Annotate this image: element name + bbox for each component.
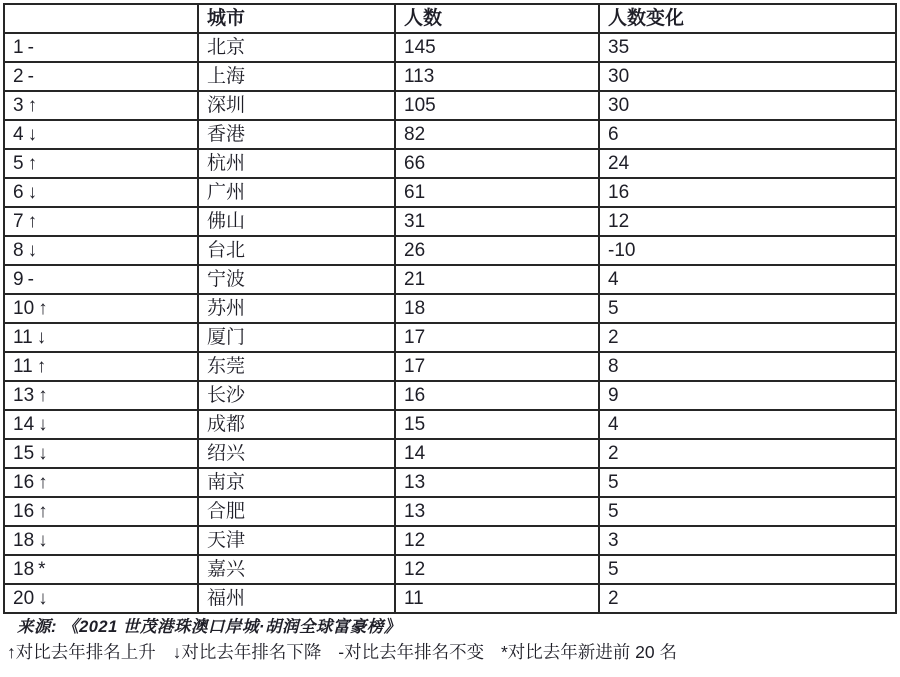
rank-value: 4 — [13, 124, 24, 145]
change-cell: 2 — [599, 323, 896, 352]
rank-value: 9 — [13, 269, 24, 290]
table-row — [4, 323, 896, 352]
table-header — [4, 4, 896, 33]
count-cell: 13 — [395, 497, 599, 526]
count-cell: 18 — [395, 294, 599, 323]
rank-cell — [4, 207, 198, 236]
rank-cell — [4, 468, 198, 497]
city-cell: 台北 — [198, 236, 395, 265]
city-rank-table — [3, 3, 897, 614]
city-cell: 北京 — [198, 33, 395, 62]
city-cell: 杭州 — [198, 149, 395, 178]
trend-up-icon: ↑ — [38, 298, 48, 319]
city-cell: 佛山 — [198, 207, 395, 236]
table-row — [4, 33, 896, 62]
table-body — [4, 33, 896, 613]
legend-note — [7, 639, 900, 665]
trend-up-icon: ↑ — [38, 385, 48, 406]
rank-value: 16 — [13, 472, 35, 493]
rank-cell — [4, 91, 198, 120]
table-row — [4, 178, 896, 207]
rank-cell — [4, 410, 198, 439]
rank-cell — [4, 294, 198, 323]
rank-cell — [4, 33, 198, 62]
city-cell: 福州 — [198, 584, 395, 613]
city-cell: 天津 — [198, 526, 395, 555]
count-cell: 17 — [395, 323, 599, 352]
rank-cell — [4, 265, 198, 294]
rank-cell — [4, 178, 198, 207]
rank-cell — [4, 323, 198, 352]
count-cell: 16 — [395, 381, 599, 410]
city-cell: 深圳 — [198, 91, 395, 120]
table-row — [4, 439, 896, 468]
change-cell: 3 — [599, 526, 896, 555]
city-cell: 香港 — [198, 120, 395, 149]
count-cell: 113 — [395, 62, 599, 91]
change-cell: 4 — [599, 265, 896, 294]
change-cell: 6 — [599, 120, 896, 149]
rank-cell — [4, 555, 198, 584]
table-row — [4, 91, 896, 120]
rank-value: 5 — [13, 153, 24, 174]
legend-item-new: *对比去年新进前 20 名 — [500, 642, 677, 662]
change-cell: 35 — [599, 33, 896, 62]
rank-value: 1 — [13, 37, 24, 58]
rank-cell — [4, 381, 198, 410]
trend-down-icon: ↓ — [27, 124, 38, 145]
rank-value: 8 — [13, 240, 24, 261]
count-cell: 11 — [395, 584, 599, 613]
trend-up-icon: ↑ — [38, 472, 48, 493]
change-cell: 12 — [599, 207, 896, 236]
rank-cell — [4, 62, 198, 91]
rank-cell — [4, 439, 198, 468]
table-row — [4, 497, 896, 526]
table-row — [4, 526, 896, 555]
count-cell: 14 — [395, 439, 599, 468]
header-city: 城市 — [198, 4, 395, 33]
trend-new-icon: * — [38, 559, 46, 580]
trend-same-icon: - — [27, 269, 34, 290]
rank-value: 11 — [13, 327, 33, 348]
change-cell: 16 — [599, 178, 896, 207]
change-cell: 8 — [599, 352, 896, 381]
table-row — [4, 120, 896, 149]
city-cell: 合肥 — [198, 497, 395, 526]
change-cell: -10 — [599, 236, 896, 265]
table-row — [4, 149, 896, 178]
city-cell: 上海 — [198, 62, 395, 91]
table-row — [4, 468, 896, 497]
table-row — [4, 352, 896, 381]
table-row — [4, 381, 896, 410]
table-row — [4, 265, 896, 294]
rank-cell — [4, 120, 198, 149]
city-cell: 厦门 — [198, 323, 395, 352]
rank-cell — [4, 526, 198, 555]
rank-value: 6 — [13, 182, 24, 203]
rank-value: 10 — [13, 298, 35, 319]
rank-value: 20 — [13, 588, 35, 609]
city-cell: 南京 — [198, 468, 395, 497]
city-cell: 广州 — [198, 178, 395, 207]
rank-cell — [4, 352, 198, 381]
change-cell: 2 — [599, 439, 896, 468]
table-row — [4, 584, 896, 613]
count-cell: 66 — [395, 149, 599, 178]
legend-item-up: ↑对比去年排名上升 — [7, 642, 156, 662]
footer — [7, 616, 900, 665]
change-cell: 30 — [599, 91, 896, 120]
rank-value: 7 — [13, 211, 24, 232]
change-cell: 30 — [599, 62, 896, 91]
rank-value: 3 — [13, 95, 24, 116]
trend-same-icon: - — [27, 66, 34, 87]
rank-value: 11 — [13, 356, 33, 377]
rank-value: 15 — [13, 443, 35, 464]
count-cell: 21 — [395, 265, 599, 294]
count-cell: 82 — [395, 120, 599, 149]
header-rank — [4, 4, 198, 33]
count-cell: 13 — [395, 468, 599, 497]
source-note: 来源: 《2021 世茂港珠澳口岸城·胡润全球富豪榜》 — [17, 618, 401, 636]
rank-cell — [4, 236, 198, 265]
city-cell: 绍兴 — [198, 439, 395, 468]
table-row — [4, 62, 896, 91]
rank-cell — [4, 584, 198, 613]
rank-value: 18 — [13, 530, 35, 551]
rank-value: 14 — [13, 414, 35, 435]
change-cell: 9 — [599, 381, 896, 410]
change-cell: 2 — [599, 584, 896, 613]
change-cell: 5 — [599, 555, 896, 584]
city-cell: 长沙 — [198, 381, 395, 410]
city-cell: 成都 — [198, 410, 395, 439]
change-cell: 4 — [599, 410, 896, 439]
rank-value: 18 — [13, 559, 35, 580]
trend-up-icon: ↑ — [27, 211, 38, 232]
rank-value: 16 — [13, 501, 35, 522]
count-cell: 31 — [395, 207, 599, 236]
count-cell: 17 — [395, 352, 599, 381]
trend-up-icon: ↑ — [36, 356, 47, 377]
change-cell: 5 — [599, 294, 896, 323]
trend-down-icon: ↓ — [36, 327, 47, 348]
rank-cell — [4, 149, 198, 178]
city-cell: 东莞 — [198, 352, 395, 381]
count-cell: 145 — [395, 33, 599, 62]
table-row — [4, 410, 896, 439]
trend-down-icon: ↓ — [38, 588, 48, 609]
count-cell: 26 — [395, 236, 599, 265]
rank-value: 2 — [13, 66, 24, 87]
legend-item-unchanged: -对比去年排名不变 — [338, 642, 485, 662]
table-row — [4, 207, 896, 236]
header-count: 人数 — [395, 4, 599, 33]
trend-up-icon: ↑ — [27, 95, 38, 116]
count-cell: 61 — [395, 178, 599, 207]
count-cell: 15 — [395, 410, 599, 439]
trend-same-icon: - — [27, 37, 34, 58]
count-cell: 105 — [395, 91, 599, 120]
rank-cell — [4, 497, 198, 526]
legend-item-down: ↓对比去年排名下降 — [172, 642, 322, 662]
trend-up-icon: ↑ — [38, 501, 48, 522]
city-cell: 宁波 — [198, 265, 395, 294]
trend-down-icon: ↓ — [38, 414, 48, 435]
count-cell: 12 — [395, 555, 599, 584]
change-cell: 5 — [599, 468, 896, 497]
table-row — [4, 555, 896, 584]
city-cell: 嘉兴 — [198, 555, 395, 584]
count-cell: 12 — [395, 526, 599, 555]
city-cell: 苏州 — [198, 294, 395, 323]
header-change: 人数变化 — [599, 4, 896, 33]
trend-down-icon: ↓ — [27, 182, 38, 203]
trend-up-icon: ↑ — [27, 153, 38, 174]
trend-down-icon: ↓ — [38, 443, 48, 464]
change-cell: 24 — [599, 149, 896, 178]
header-row — [4, 4, 896, 33]
table-row — [4, 236, 896, 265]
change-cell: 5 — [599, 497, 896, 526]
trend-down-icon: ↓ — [27, 240, 38, 261]
trend-down-icon: ↓ — [38, 530, 48, 551]
table-row — [4, 294, 896, 323]
rank-value: 13 — [13, 385, 35, 406]
